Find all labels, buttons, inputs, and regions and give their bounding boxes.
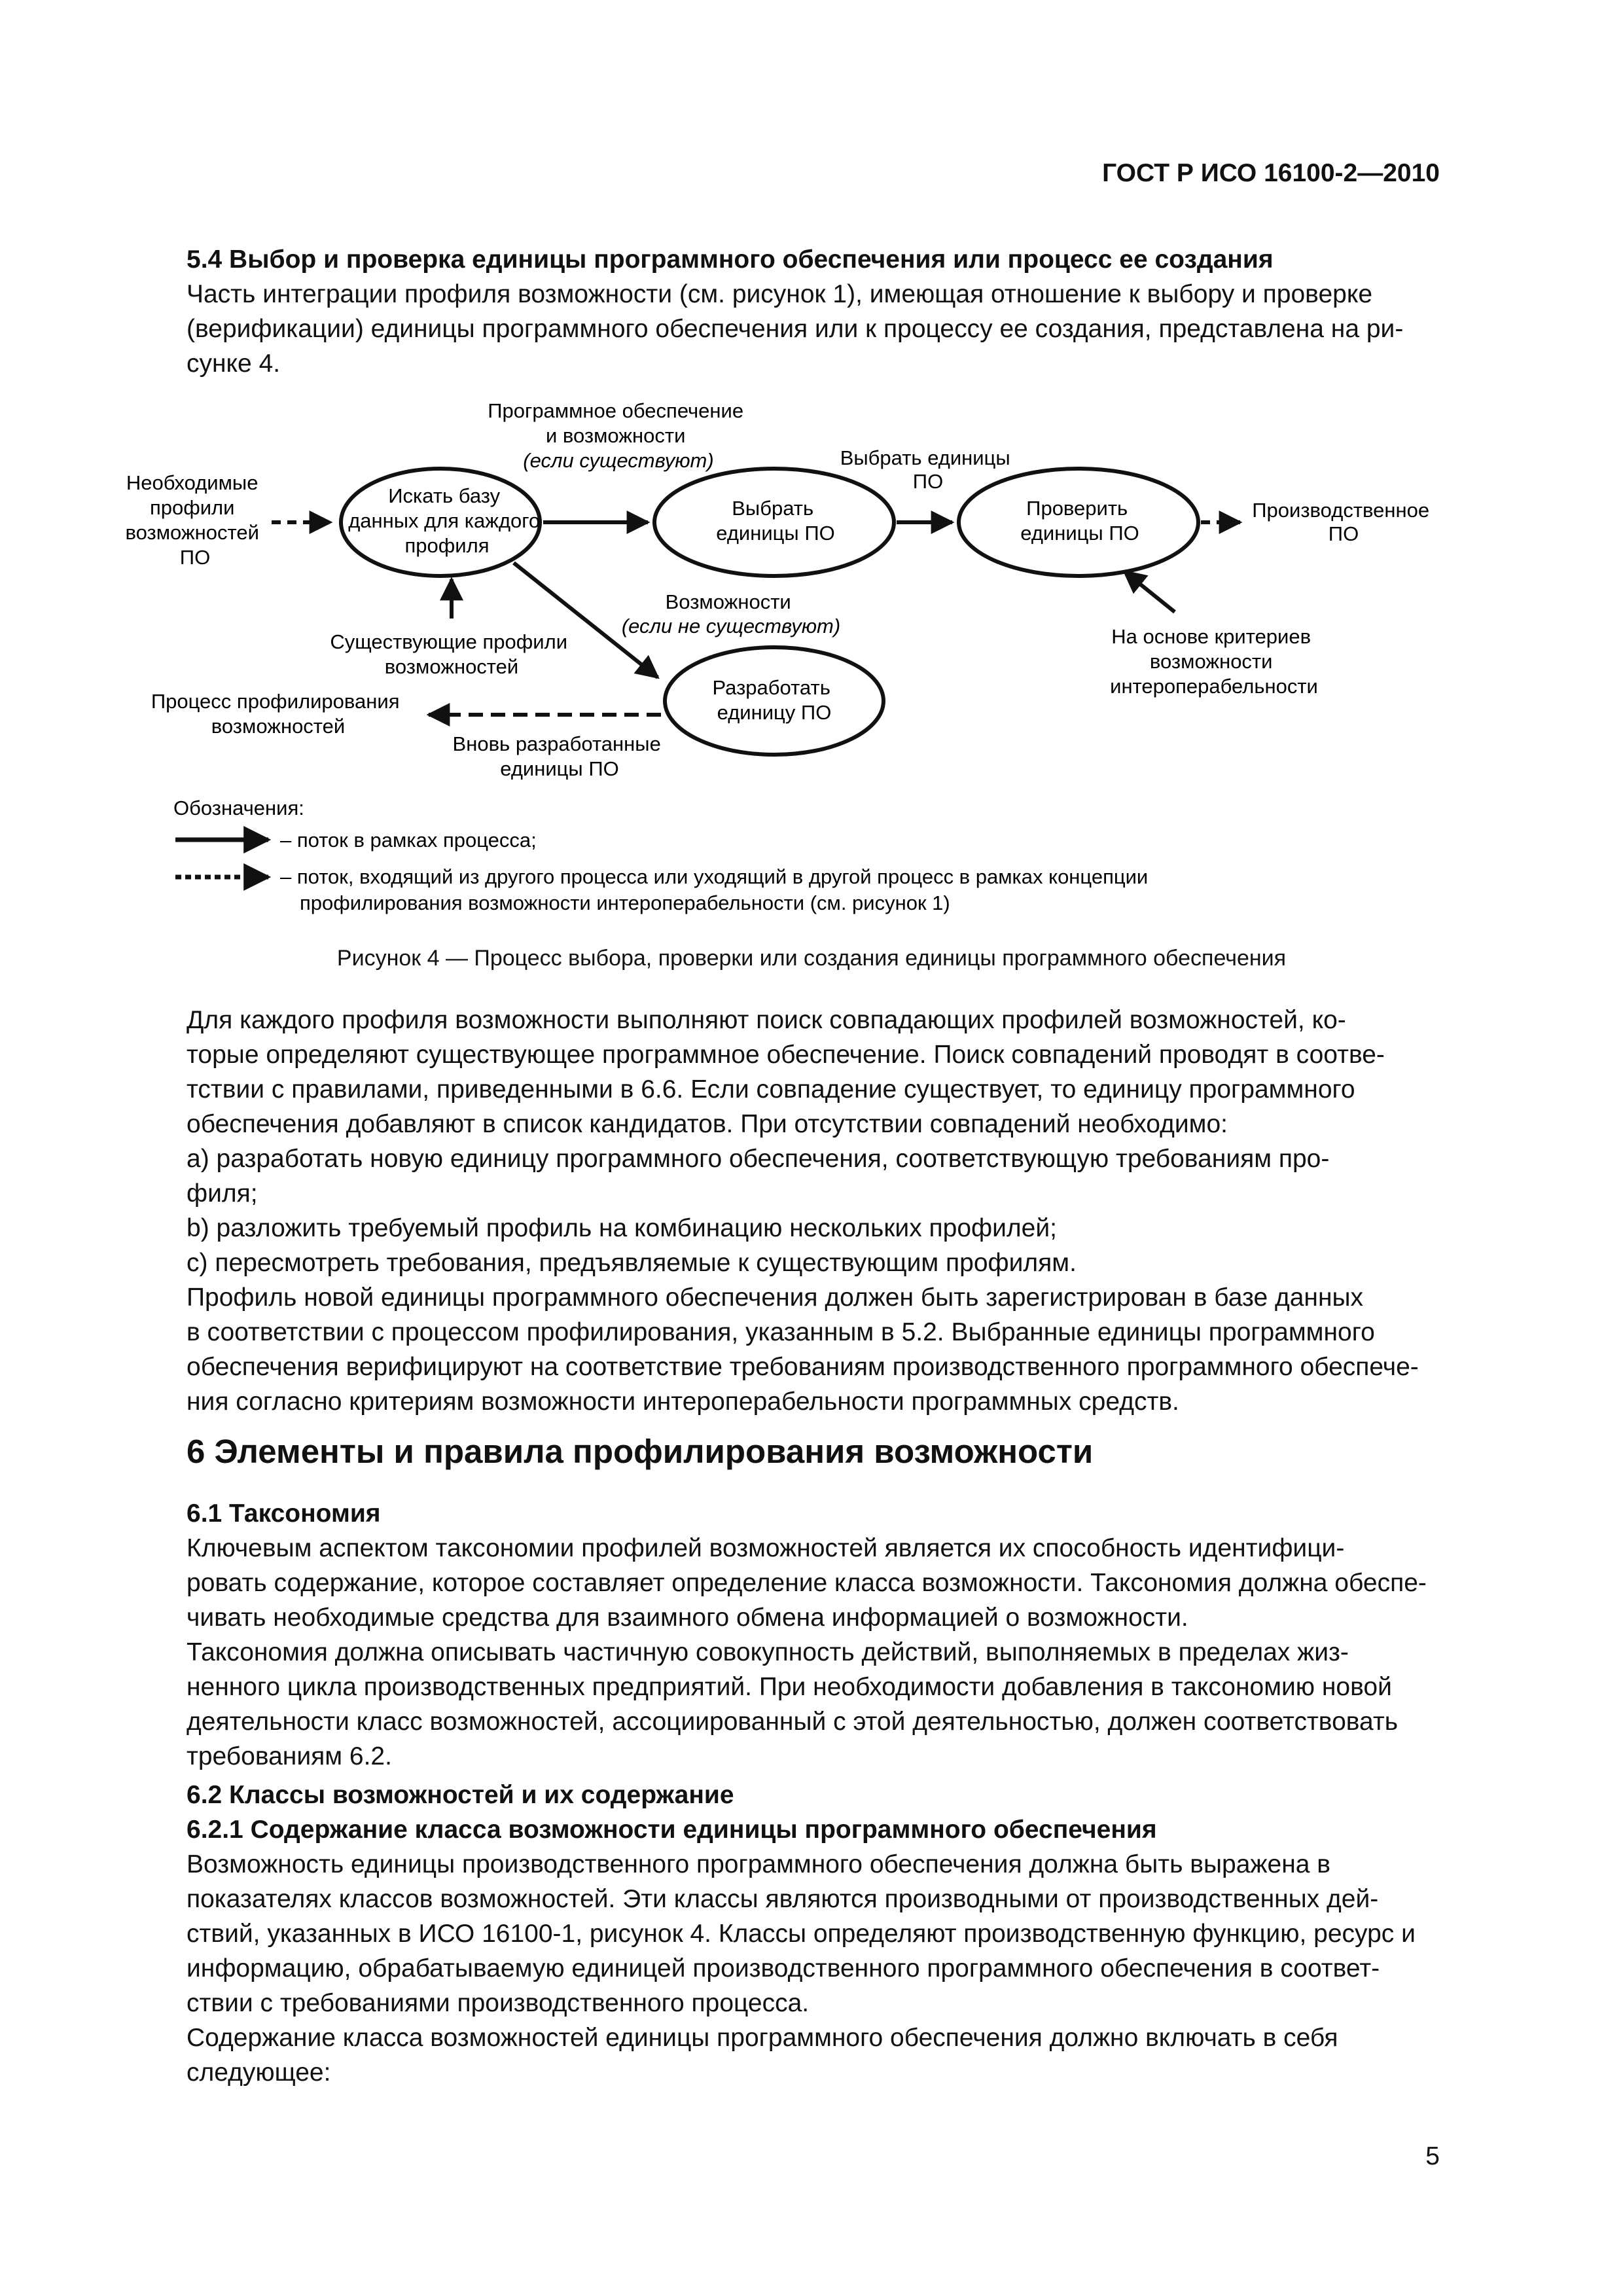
text-line: (верификации) единицы программного обеспечения или к процессу ее создания, представлена на ри- (187, 315, 1404, 343)
section-5-4-heading: 5.4 Выбор и проверка единицы программного обеспечения или процесс ее создания (187, 245, 1274, 274)
section-6-1 (187, 1496, 1442, 2090)
text-line: следующее: (187, 2058, 331, 2087)
text-line: Для каждого профиля возможности выполняют поиск совпадающих профилей возможностей, ко- (187, 1006, 1346, 1034)
text-line: Часть интеграции профиля возможности (см. рисунок 1), имеющая отношение к выбору и проверке (187, 280, 1373, 308)
body-after-figure (187, 1003, 1442, 1419)
select-units-label: Выбрать единицы ПО (840, 446, 1010, 493)
section-6-heading: 6 Элементы и правила профилирования возможности (187, 1433, 1094, 1470)
profiling-process-label: Процесс профилирования возможностей (151, 690, 400, 738)
section-6 (187, 1432, 1442, 1471)
paragraph-capability-class-1 (187, 1847, 1442, 2020)
text-line: ствий, указанных в ИСО 16100-1, рисунок 4. Классы определяют производственную функцию, ресурс и (187, 1920, 1416, 1948)
new-units-label: Вновь разработанные единицы ПО (452, 732, 661, 780)
section-6-2-heading: 6.2 Классы возможностей и их содержание (187, 1781, 734, 1809)
legend-dashed-text: – поток, входящий из другого процесса или уходящий в другой процесс в рамках концепции профилирования возможности интероперабельности (см. рисунок 1) (280, 865, 1149, 914)
output-label: Производственное ПО (1252, 499, 1430, 545)
text-line: Содержание класса возможностей единицы программного обеспечения должно включать в себя (187, 2024, 1338, 2052)
list-item-c: c) пересмотреть требования, предъявляемые к существующим профилям. (187, 1249, 1077, 1277)
capabilities-absent-label: Возможности (если не существуют) (621, 590, 841, 637)
text-line: Профиль новой единицы программного обеспечения должен быть зарегистрирован в базе данных (187, 1283, 1364, 1312)
paragraph-taxonomy-2 (187, 1635, 1442, 1774)
list-item-b: b) разложить требуемый профиль на комбинацию нескольких профилей; (187, 1214, 1057, 1242)
legend-solid-text: – поток в рамках процесса; (280, 829, 537, 852)
text-line: деятельности класс возможностей, ассоциированный с этой деятельностью, должен соответствовать (187, 1708, 1399, 1736)
text-line: чивать необходимые средства для взаимного обмена информацией о возможности. (187, 1604, 1188, 1632)
paragraph-registration (187, 1280, 1442, 1419)
node-develop-label: Разработать единицу ПО (712, 676, 832, 724)
node-select-label: Выбрать единицы ПО (716, 497, 835, 545)
figure-4-diagram (0, 0, 1623, 969)
text-line: информацию, обрабатываемую единицей производственного программного обеспечения в соответ- (187, 1954, 1380, 1982)
text-line: Ключевым аспектом таксономии профилей возможностей является их способность идентифици- (187, 1534, 1345, 1562)
text-line: требованиям 6.2. (187, 1742, 392, 1770)
text-line: ствии с требованиями производственного процесса. (187, 1989, 810, 2017)
figure-4-caption: Рисунок 4 — Процесс выбора, проверки или создания единицы программного обеспечения (336, 946, 1287, 971)
page-number: 5 (1425, 2142, 1440, 2170)
text-line: ровать содержание, которое составляет определение класса возможности. Таксономия должна обеспе- (187, 1569, 1427, 1597)
text-line: показателях классов возможностей. Эти классы являются производными от производственных дей- (187, 1885, 1379, 1913)
document-code: ГОСТ Р ИСО 16100-2—2010 (1102, 159, 1440, 187)
text-line: a) разработать новую единицу программного обеспечения, соответствующую требованиям про- (187, 1145, 1330, 1173)
node-search-label: Искать базу данных для каждого профиля (348, 484, 541, 557)
legend-title: Обозначения: (173, 797, 304, 819)
section-6-1-heading: 6.1 Таксономия (187, 1499, 381, 1528)
text-line: обеспечения добавляют в список кандидатов. При отсутствии совпадений необходимо: (187, 1110, 1228, 1138)
arrow-criteria (1124, 571, 1175, 612)
software-exists-label: Программное обеспечение и возможности (если существуют) (488, 399, 744, 472)
text-line: ния согласно критериям возможности интероперабельности программных средств. (187, 1388, 1179, 1416)
text-line: обеспечения верифицируют на соответствие требованиям производственного программного обеспече- (187, 1353, 1419, 1381)
list-item-a (187, 1141, 1442, 1211)
text-line: в соответствии с процессом профилирования, указанным в 5.2. Выбранные единицы программного (187, 1318, 1375, 1346)
criteria-label: На основе критериев возможности интероперабельности (1110, 625, 1318, 698)
input-profiles-label: Необходимые профили возможностей ПО (125, 471, 259, 569)
text-line: ненного цикла производственных предприятий. При необходимости добавления в таксономию новой (187, 1673, 1392, 1701)
text-line: тствии с правилами, приведенными в 6.6. Если совпадение существует, то единицу программного (187, 1075, 1355, 1103)
paragraph-matching (187, 1003, 1442, 1141)
paragraph-taxonomy-1 (187, 1531, 1442, 1635)
text-line: филя; (187, 1179, 258, 1208)
text-line: торые определяют существующее программное обеспечение. Поиск совпадений проводят в соотве- (187, 1041, 1385, 1069)
text-line: сунке 4. (187, 350, 281, 378)
existing-profiles-label: Существующие профили возможностей (330, 630, 568, 678)
paragraph-capability-class-2 (187, 2020, 1442, 2090)
text-line: Возможность единицы производственного программного обеспечения должна быть выражена в (187, 1850, 1330, 1878)
section-6-2-1-heading: 6.2.1 Содержание класса возможности единицы программного обеспечения (187, 1816, 1157, 1844)
text-line: Таксономия должна описывать частичную совокупность действий, выполняемых в пределах жиз- (187, 1638, 1349, 1666)
node-verify-label: Проверить единицы ПО (1020, 497, 1139, 545)
